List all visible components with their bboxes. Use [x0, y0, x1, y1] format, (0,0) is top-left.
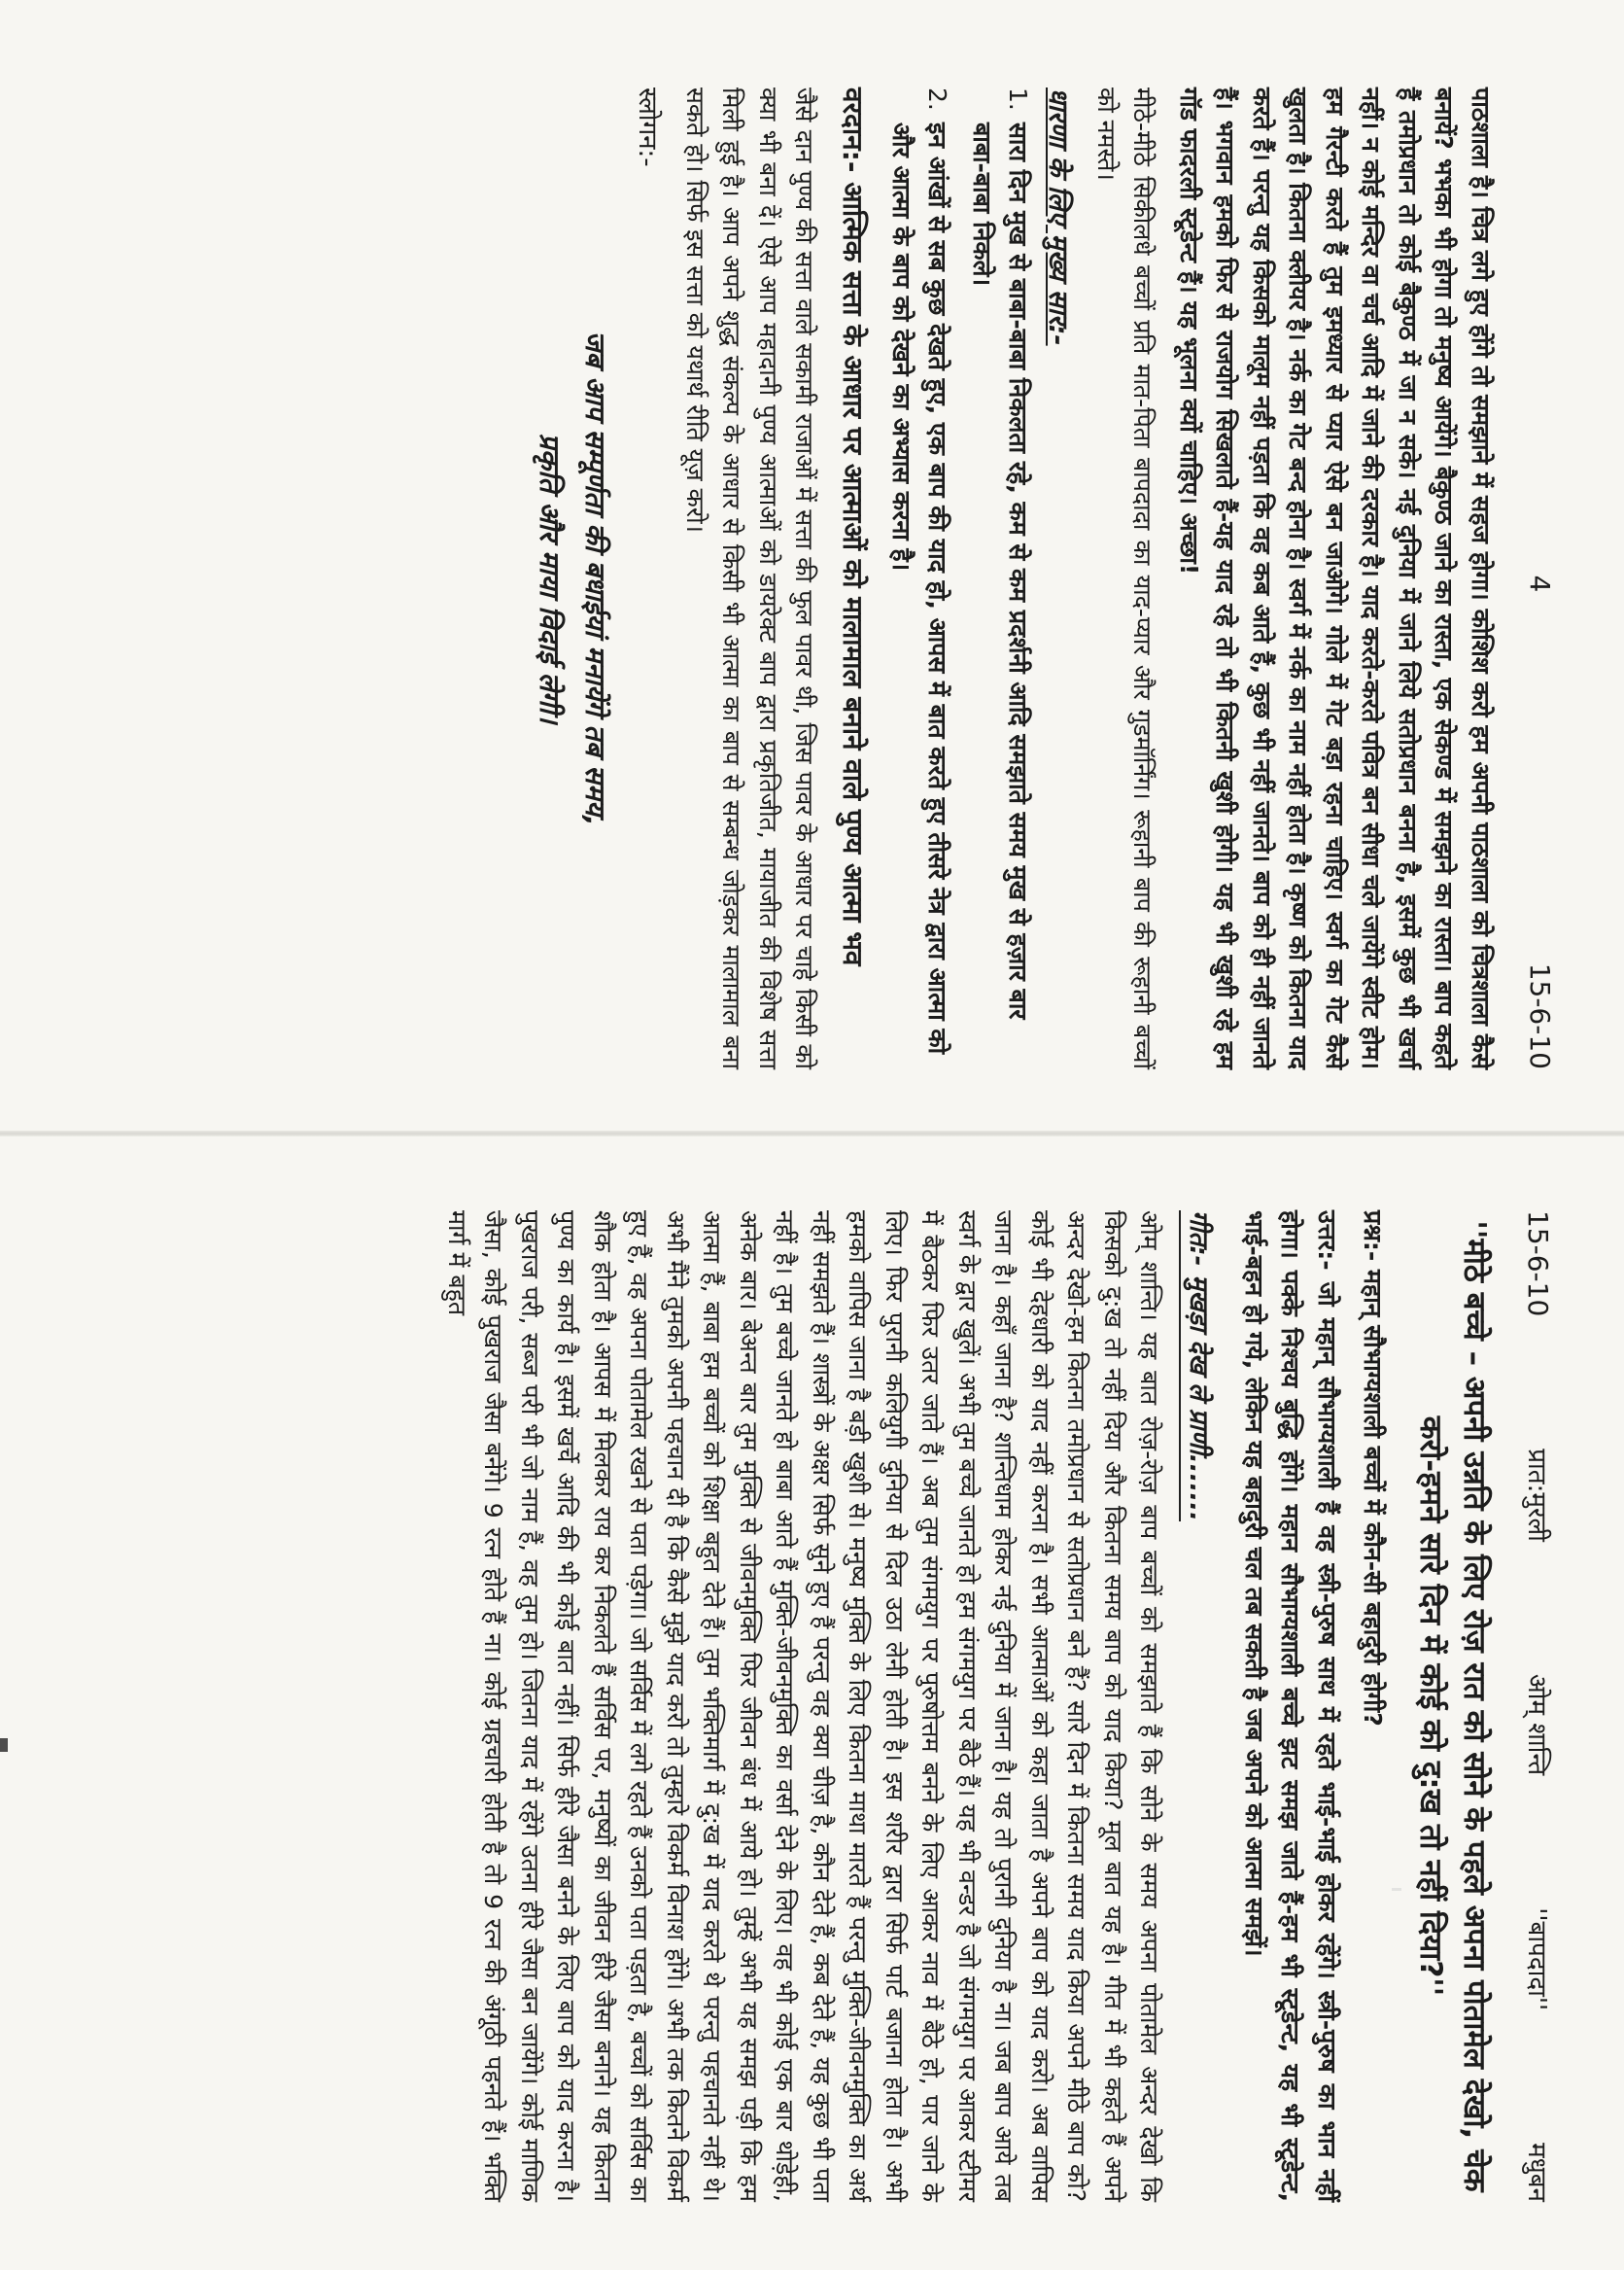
page-four-header: [1524, 87, 1556, 1069]
dharna-point: [883, 87, 956, 1069]
left-paragraph-1: पाठशाला है। चित्र लगे हुए होंगे तो समझाने में सहज होगा। कोशिश करो हम अपनी पाठशाला को चित्रशाला कैसे बनायें? भभका भी होगा तो मनुष्य आयेंगे। बैकुण्ठ जाने का रास्ता, एक सेकण्ड में समझने का रास्ता। बाप कहते हैं तमोप्रधान तो कोई बैकुण्ठ में जा न सके। नई दुनिया में जाने लिये सतोप्रधान बनना है, इसमें कुछ भी खर्चा नहीं। न कोई मन्दिर वा चर्च आदि में जाने की दरकार है। याद करते-करते पवित्र बन सीधा चले जायेंगे स्वीट होम। हम गैरन्टी करते हैं तुम इमध्यार से प्यार ऐसे बन जाओगे। गोले में गेट बड़ा रहना चाहिए। स्वर्ग का गेट कैसे खुलता है। कितना क्लीयर है। नर्क का गेट बन्द होना है। स्वर्ग में नर्क का नाम नहीं होता है। कृष्ण को कितना याद करते हैं। परन्तु यह किसको मालूम नहीं पड़ता कि वह कब आते हैं, कुछ भी नहीं जानते। बाप को ही नहीं जानते हैं। भगवान हमको फिर से राजयोग सिखलाते हैं-यह याद रहे तो भी कितनी खुशी होगी। यह भी खुशी रहे हम गॉड फादरली स्टूडेन्ट हैं। यह भूलना क्यों चाहिए। अच्छा!: [1175, 87, 1495, 1069]
om-shanti: ओम् शान्ति: [1522, 1673, 1551, 1776]
page-number: 4: [1524, 575, 1556, 593]
dharna-point: [964, 87, 1037, 1069]
point-text: सारा दिन मुख से बाबा-बाबा निकलता रहे, कम से कम प्रदर्शनी आदि समझाते समय मुख से हज़ार बार बाबा-बाबा निकले।: [968, 122, 1033, 1020]
scan-mark: [1392, 1888, 1401, 1891]
page-four-date: 15-6-10: [1524, 962, 1556, 1069]
answer: उत्तर:- जो महान् सौभाग्यशाली हैं वह स्त्री-पुरुष साथ में रहते भाई-भाई होकर रहेंगे। स्त्री-पुरुष का भान नहीं होगा। पक्के निश्चय बुद्धि होंगे। महान सौभाग्यशाली बच्चे झट समझ जाते हैं-हम भी स्टूडेन्ट, यह भी स्टूडेन्ट, भाई-बहन हो गये, लेकिन यह बहादुरी चल तब सकती है जब अपने को आत्मा समझें।: [1239, 1210, 1341, 2202]
vardan-text: जैसे दान पुण्य की सत्ता वाले सकामी राजाओं में सत्ता की फुल पावर थी, जिस पावर के आधार पर चाहे किसी को क्या भी बना दें। ऐसे आप महादानी पुण्य आत्माओं को डायरेक्ट बाप द्वारा प्रकृतिजीत, मायाजीत की विशेष सत्ता मिली हुई है। आप अपने शुद्ध संकल्प के आधार से किसी भी आत्मा का बाप से सम्बन्ध जोड़कर मालामाल बना सकते हो। सिर्फ इस सत्ता को यथार्थ रीति यूज़ करो।: [681, 87, 819, 1069]
question: प्रश्न:- महान् सौभाग्यशाली बच्चों में कौन-सी बहादुरी होगी?: [1359, 1210, 1388, 1727]
place: मधुबन: [1522, 2143, 1551, 2202]
slogan: [526, 87, 618, 1069]
point-text: इन आंखों से सब कुछ देखते हुए, एक बाप की याद हो, आपस में बात करते हुए तीसरे नेत्र द्वारा आत्मा को और आत्मा के बाप को देखने का अभ्यास करना है।: [887, 122, 952, 1055]
murli-page: [0, 1142, 1624, 2270]
baapdada: ''बापदादा'': [1522, 1907, 1551, 2011]
murli-header: [1521, 1210, 1556, 2202]
scan-mark: [0, 1738, 8, 1752]
point-number: 2.: [923, 87, 952, 111]
vardan-heading: वरदान:- आत्मिक सत्ता के आधार पर आत्माओं को मालामाल बनाने वाले पुण्य आत्मा भव: [837, 87, 870, 966]
song-line: गीत:- मुखड़ा देख ले प्राणी.......: [1179, 1210, 1218, 1521]
slogan-line: जब आप सम्पूर्णता की बधाईयां मनायेंगे तब समय,: [579, 331, 612, 826]
slogan-label: स्लोगन:-: [633, 87, 663, 167]
page-four: [0, 0, 1624, 1128]
murli-title: ''मीठे बच्चे – अपनी उन्नति के लिए रोज़ रात को सोने के पहले अपना पोतामेल देखो, चेक करो-हमने सारे दिन में कोई को दु:ख तो नहीं दिया?'': [1413, 1220, 1492, 2192]
murli-type: प्रात:मुरली: [1522, 1449, 1551, 1542]
point-number: 1.: [1004, 87, 1033, 111]
slogan-line: प्रकृति और माया विदाई लेगी।: [533, 433, 566, 724]
murli-body: ओम् शान्ति। यह बात रोज़-रोज़ बाप बच्चों को समझाते हैं कि सोने के समय अपना पोतामेल अन्दर देखो कि किसको दु:ख तो नहीं दिया और कितना समय बाप को याद किया? मूल बात यह है। गीत में भी कहते हैं अपने अन्दर देखो-हम कितना तमोप्रधान से सतोप्रधान बने हैं? सारे दिन में कितना समय याद किया अपने मीठे बाप को? कोई भी देहधारी को याद नहीं करना है। सभी आत्माओं को कहा जाता है अपने बाप को याद करो। अब वापिस जाना है। कहाँ जाना है? शान्तिधाम होकर नई दुनिया में जाना है। यह तो पुरानी दुनिया है ना। जब बाप आये तब स्वर्ग के द्वार खुलें। अभी तुम बच्चे जानते हो हम संगमयुग पर बैठे हैं। यह भी वन्डर है जो संगमयुग पर आकर स्टीमर में बैठकर फिर उतर जाते हैं। अब तुम संगमयुग पर पुरुषोत्तम बनने के लिए आकर नाव में बैठे हो, पार जाने के लिए। फिर पुरानी कलियुगी दुनिया से दिल उठा लेनी होती है। इस शरीर द्वारा सिर्फ पार्ट बजाना होता है। अभी हमको वापिस जाना है बड़ी खुशी से। मनुष्य मुक्ति के लिए कितना माथा मारते हैं परन्तु मुक्ति-जीवनमुक्ति का अर्थ नहीं समझते हैं। शास्त्रों के अक्षर सिर्फ सुने हुए हैं परन्तु वह क्या चीज़ है, कौन देते हैं, कब देते हैं, यह कुछ भी पता नहीं है। तुम बच्चे जानते हो बाबा आते हैं मुक्ति-जीवनमुक्ति का वर्सा देने के लिए। वह भी कोई एक बार थोड़ेही, अनेक बार। बेअन्त बार तुम मुक्ति से जीवनमुक्ति फिर जीवन बंध में आये हो। तुम्हें अभी यह समझ पड़ी कि हम आत्मा हैं, बाबा हम बच्चों को शिक्षा बहुत देते हैं। तुम भक्तिमार्ग में दु:ख में याद करते थे परन्तु पहचानते नहीं थे। अभी मैंने तुमको अपनी पहचान दी है कि कैसे मुझे याद करो तो तुम्हारे विकर्म विनाश होंगे। अभी तक कितने विकर्म हुए हैं, वह अपना पोतामेल रखने से पता पड़ेगा। जो सर्विस में लगे रहते हैं उनको पता पड़ता है, बच्चों को सर्विस का शौक होता है। आपस में मिलकर राय कर निकलते हैं सर्विस पर, मनुष्यों का जीवन हीरे जैसा बनाने। यह कितना पुण्य का कार्य है। इसमें खर्चे आदि की भी कोई बात नहीं। सिर्फ हीरे जैसा बनने के लिए बाप को याद करना है। पुखराज परी, सब्ज परी भी जो नाम हैं, वह तुम हो। जितना याद में रहेंगे उतना हीरे जैसा बन जायेंगे। कोई माणिक जैसा, कोई पुखराज जैसा बनेंगे। 9 रत्न होते हैं ना। कोई ग्रहचारी होती है तो 9 रत्न की अंगूठी पहनते हैं। भक्ति मार्ग में बहुत: [442, 1210, 1164, 2202]
page-fold: [0, 1131, 1624, 1136]
left-paragraph-2: मीठे-मीठे सिकीलधे बच्चों प्रति मात-पिता बापदादा का याद-प्यार और गुडमॉर्निंग। रूहानी बाप की रूहानी बच्चों को नमस्ते।: [1092, 87, 1158, 1069]
murli-date: 15-6-10: [1522, 1210, 1554, 1317]
dharna-heading: धारणा के लिए मुख्य सार:-: [1043, 87, 1074, 346]
